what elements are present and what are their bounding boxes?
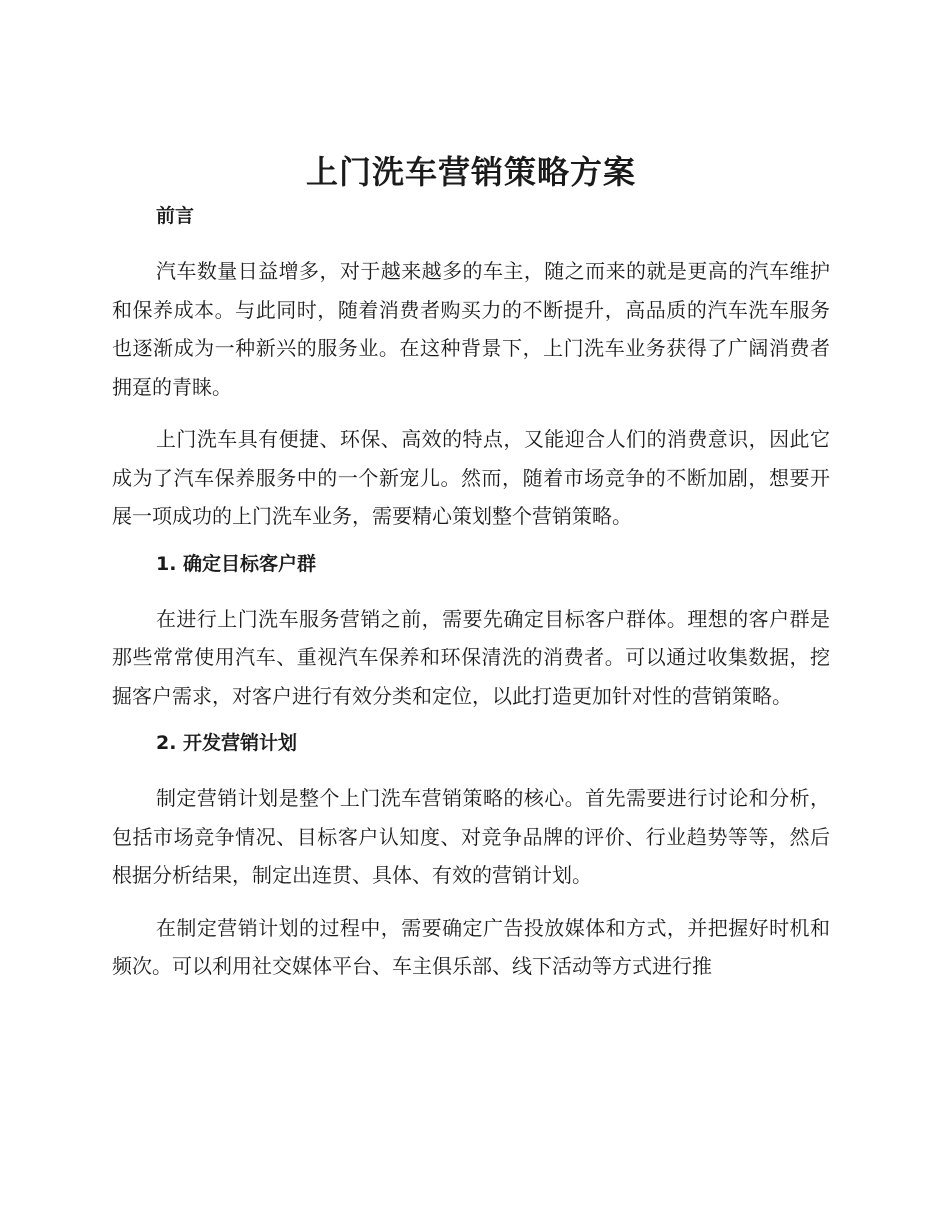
section-preface	[112, 202, 830, 536]
section-heading: 2. 开发营销计划	[156, 732, 298, 754]
paragraph: 汽车数量日益增多，对于越来越多的车主，随之而来的就是更高的汽车维护和保养成本。与此同时，随着消费者购买力的不断提升，高品质的汽车洗车服务也逐渐成为一种新兴的服务业。在这种背景下，上门洗车业务获得了广阔消费者拥趸的青睐。	[112, 259, 830, 399]
document-title: 上门洗车营销策略方案	[305, 153, 636, 191]
paragraph: 制定营销计划是整个上门洗车营销策略的核心。首先需要进行讨论和分析，包括市场竞争情况、目标客户认知度、对竞争品牌的评价、行业趋势等等，然后根据分析结果，制定出连贯、具体、有效的营销计划。	[112, 786, 830, 887]
paragraph: 上门洗车具有便捷、环保、高效的特点，又能迎合人们的消费意识，因此它成为了汽车保养服务中的一个新宠儿。然而，随着市场竞争的不断加剧，想要开展一项成功的上门洗车业务，需要精心策划整个营销策略。	[112, 427, 830, 528]
paragraph: 在进行上门洗车服务营销之前，需要先确定目标客户群体。理想的客户群是那些常常使用汽车、重视汽车保养和环保清洗的消费者。可以通过收集数据，挖掘客户需求，对客户进行有效分类和定位，以此打造更加针对性的营销策略。	[112, 606, 830, 708]
section-heading: 1. 确定目标客户群	[156, 552, 317, 575]
section-target-customers	[112, 550, 830, 716]
document-page	[112, 150, 830, 1000]
section-heading: 前言	[156, 205, 195, 227]
paragraph: 在制定营销计划的过程中，需要确定广告投放媒体和方式，并把握好时机和频次。可以利用社交媒体平台、车主俱乐部、线下活动等方式进行推	[112, 915, 830, 978]
section-marketing-plan	[112, 729, 830, 986]
